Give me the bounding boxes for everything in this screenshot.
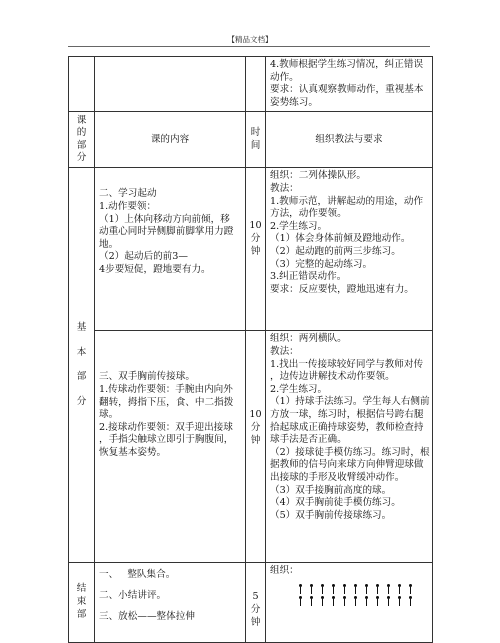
continuation-row xyxy=(69,57,433,112)
time-text xyxy=(246,168,265,258)
content-cell xyxy=(95,168,246,331)
page-header: 【精品文档】 xyxy=(227,35,273,44)
vertical-char: 课 xyxy=(76,114,87,126)
student-figure-icon xyxy=(342,584,347,594)
text-line: （1）体会身体前倾及蹬地动作。 xyxy=(270,233,411,245)
text-line: （3）完整的起动练习。 xyxy=(270,258,373,270)
text-line: ，手指尖触球立即引于胸腹间， xyxy=(99,434,234,446)
student-figure-icon xyxy=(397,596,402,606)
vertical-char: 5 xyxy=(252,591,259,603)
vertical-char: 束 xyxy=(76,595,87,607)
text-line: 4.教师根据学生练习情况，纠正错误 xyxy=(270,59,424,70)
vertical-char: 间 xyxy=(250,139,261,151)
text-line: 组织：二列体操队形。 xyxy=(270,170,366,182)
time-cell xyxy=(246,168,266,331)
text-line: （2）接球徒手模仿练习。练习时，根 xyxy=(270,446,430,458)
text-line: 二、学习起动 xyxy=(99,188,157,200)
text-line: 教法： xyxy=(270,345,299,357)
text-line: 要求：反应要快，蹬地迅速有力。 xyxy=(270,283,414,295)
vertical-char: 部 xyxy=(76,608,87,620)
basic-part-row-2 xyxy=(69,331,433,563)
student-figure-icon xyxy=(331,584,336,594)
vertical-char: 的 xyxy=(76,127,87,139)
text-line: （5）双手胸前传接球练习。 xyxy=(270,509,392,521)
student-figure-icon xyxy=(375,584,380,594)
method-cell xyxy=(266,331,433,563)
text-line: 4步要短促，蹬地要有力。 xyxy=(99,263,211,275)
text-line: 1.传球动作要领：手腕由内向外 xyxy=(99,383,233,395)
time-header xyxy=(246,112,266,168)
text-line: 2.接球动作要领：双手迎出接球 xyxy=(99,421,233,433)
text-line: 据教师的信号向来球方向伸臂迎球做 xyxy=(270,459,424,471)
section-header xyxy=(69,112,95,168)
header-row xyxy=(69,112,433,168)
text-line: （2）起动后的前3— xyxy=(99,251,188,263)
text-line: ，边传边讲解技术动作要领。 xyxy=(270,371,395,383)
content-text xyxy=(95,168,245,278)
text-line: （4）双手胸前徒手模仿练习。 xyxy=(270,497,401,509)
vertical-char: 10 xyxy=(249,220,262,232)
text-line: 拾起球成正确持球姿势，教师检查持 xyxy=(270,421,424,433)
student-figure-icon xyxy=(320,584,325,594)
time-header-text xyxy=(246,127,265,152)
vertical-char: 分 xyxy=(250,603,261,615)
text-line: （1）上体向移动方向前倾，移 xyxy=(99,213,230,225)
method-cell xyxy=(266,57,433,112)
text-line: 翻转，拇指下压，食、中二指拨 xyxy=(99,396,234,408)
vertical-char: 本 xyxy=(76,346,87,358)
method-header: 组织教法与要求 xyxy=(266,112,433,168)
text-line: 教法： xyxy=(270,182,299,194)
text-line: 要求：认真观察教师动作，重视基本 xyxy=(270,84,424,96)
section-end-text xyxy=(69,563,94,621)
text-line: 球。 xyxy=(99,409,119,421)
vertical-char: 分 xyxy=(76,152,87,164)
text-line: （1）持球手法练习。学生每人右侧前 xyxy=(270,396,430,408)
vertical-char: 10 xyxy=(249,409,262,421)
text-line: 组织： xyxy=(270,565,299,577)
method-text xyxy=(266,331,432,524)
vertical-char: 分 xyxy=(250,421,261,433)
vertical-char: 钟 xyxy=(250,616,261,628)
header-divider xyxy=(68,46,430,47)
text-line: 姿势练习。 xyxy=(270,96,318,108)
student-figure-icon xyxy=(386,584,391,594)
formation-row xyxy=(298,584,432,596)
text-line: 2.学生练习。 xyxy=(270,220,328,232)
method-text xyxy=(266,168,432,298)
time-cell xyxy=(246,563,266,643)
content-header: 课的内容 xyxy=(95,112,246,168)
vertical-char: 部 xyxy=(76,371,87,383)
text-line: 方法，动作要领。 xyxy=(270,208,347,220)
student-figure-icon xyxy=(375,596,380,606)
content-cell xyxy=(95,563,246,643)
lesson-plan-table xyxy=(68,56,433,643)
section-basic-text xyxy=(69,322,94,408)
student-figure-icon xyxy=(364,596,369,606)
student-figure-icon xyxy=(320,596,325,606)
student-figure-icon xyxy=(298,596,303,606)
time-text xyxy=(246,331,265,447)
student-figure-icon xyxy=(309,584,314,594)
content-text xyxy=(95,563,245,633)
text-line: 地。 xyxy=(99,238,119,250)
text-line: 2.学生练习。 xyxy=(270,383,328,395)
student-figure-icon xyxy=(364,584,369,594)
student-figure-icon xyxy=(342,596,347,606)
student-figure-icon xyxy=(331,596,336,606)
end-part-row xyxy=(69,563,433,643)
text-line: 出接球的手形及收臂缓冲动作。 xyxy=(270,471,405,483)
text-line: 动重心同时异侧脚前脚掌用力蹬 xyxy=(99,226,234,238)
content-cell xyxy=(95,331,246,563)
method-cell xyxy=(266,563,433,643)
vertical-char: 分 xyxy=(250,232,261,244)
method-cell xyxy=(266,168,433,331)
student-figure-icon xyxy=(408,596,413,606)
basic-part-row-1 xyxy=(69,168,433,331)
text-line: 恢复基本姿势。 xyxy=(99,446,167,458)
time-text xyxy=(246,563,265,629)
text-line: 1.教师示范，讲解起动的用途，动作 xyxy=(270,195,424,207)
text-line: 球手法是否正确。 xyxy=(270,434,347,446)
vertical-char: 时 xyxy=(250,127,261,139)
section-cell-empty xyxy=(69,57,95,112)
vertical-char: 基 xyxy=(76,322,87,334)
text-line: 1.找出一传接球较好同学与教师对传 xyxy=(270,358,424,370)
text-line: 一、 整队集合。 xyxy=(99,569,176,581)
section-header-text xyxy=(69,115,94,165)
text-line: 二、小结讲评。 xyxy=(99,589,167,601)
text-line: （2）起动跑的前两三步练习。 xyxy=(270,245,401,257)
student-figure-icon xyxy=(353,584,358,594)
text-line: 动作。 xyxy=(270,71,299,83)
vertical-char: 分 xyxy=(76,395,87,407)
student-figure-icon xyxy=(397,584,402,594)
formation-row xyxy=(298,596,432,608)
text-line: 3.纠正错误动作。 xyxy=(270,271,347,283)
text-line: 组织：两列横队。 xyxy=(270,333,347,345)
text-line: 方放一球，练习时，根据信号跨右腿 xyxy=(270,408,424,420)
vertical-char: 钟 xyxy=(250,245,261,257)
method-text xyxy=(266,57,432,111)
formation-diagram xyxy=(266,580,432,608)
student-figure-icon xyxy=(353,596,358,606)
student-figure-icon xyxy=(298,584,303,594)
student-figure-icon xyxy=(386,596,391,606)
student-figure-icon xyxy=(408,584,413,594)
vertical-char: 部 xyxy=(76,139,87,151)
text-line: 三、放松——整体拉伸 xyxy=(99,610,195,622)
text-line: （3）双手接胸前高度的球。 xyxy=(270,484,392,496)
vertical-char: 结 xyxy=(76,583,87,595)
content-text xyxy=(95,331,245,461)
text-line: 三、双手胸前传接球。 xyxy=(99,371,195,383)
section-basic xyxy=(69,168,95,563)
content-cell-empty xyxy=(95,57,246,112)
student-figure-icon xyxy=(309,596,314,606)
section-end xyxy=(69,563,95,643)
vertical-char: 钟 xyxy=(250,434,261,446)
time-cell xyxy=(246,331,266,563)
time-cell-empty xyxy=(246,57,266,112)
text-line: 1.动作要领： xyxy=(99,200,157,212)
